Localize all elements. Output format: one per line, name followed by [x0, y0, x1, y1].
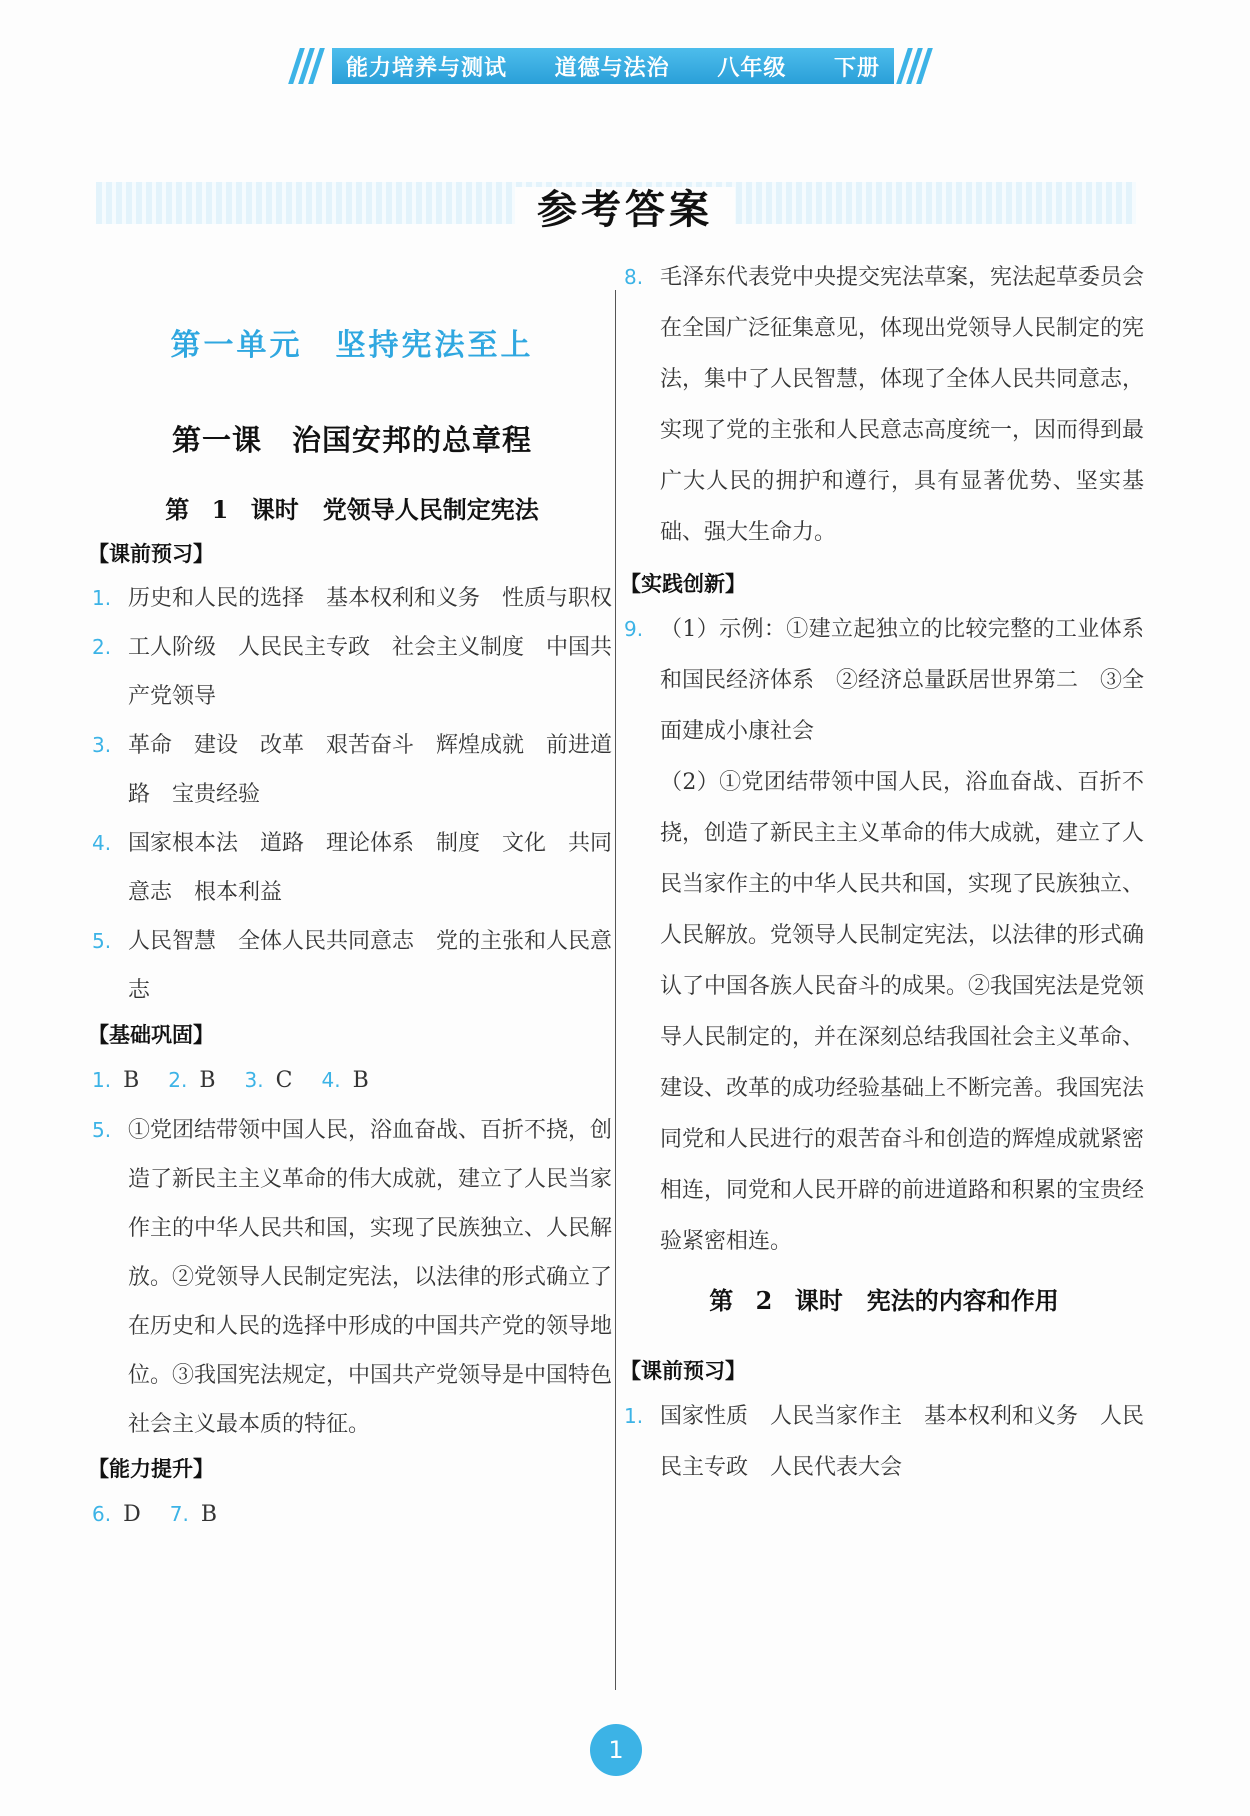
lesson-title: 第一课 治国安邦的总章程 [171, 423, 532, 457]
section-heading-ability: 【能力提升】 [88, 1457, 214, 1481]
list-item: 2. 工人阶级 人民民主专政 社会主义制度 中国共产党领导 [92, 635, 613, 709]
column-divider [615, 290, 616, 1690]
header-volume: 下册 [833, 55, 880, 81]
ability-choice-answers: 6. D 7. B [92, 1502, 217, 1527]
list-item: 8. 毛泽东代表党中央提交宪法草案，宪法起草委员会在全国广泛征集意见，体现出党领导人民制定的宪法，集中了人民智慧，体现了全体人民共同意志，实现了党的主张和人民意志高度统一，因而得到最广大人民的拥护和遵行，具有显著优势、坚实基础、强大生命力。 [624, 265, 1145, 545]
list-item: 1. 国家性质 人民当家作主 基本权利和义务 人民民主专政 人民代表大会 [624, 1404, 1145, 1480]
section-heading-preview: 【课前预习】 [88, 542, 214, 566]
page-title: 参考答案 [0, 178, 1250, 235]
list-item: 3. 革命 建设 改革 艰苦奋斗 辉煌成就 前进道路 宝贵经验 [92, 733, 613, 807]
basic-choice-answers: 1. B 2. B 3. C 4. B [92, 1068, 369, 1093]
header-stripes-left [290, 48, 330, 84]
list-item: 9. （1）示例：①建立起独立的比较完整的工业体系和国民经济体系 ②经济总量跃居世界第二 ③全面建成小康社会 [624, 617, 1145, 744]
header-bar [332, 48, 894, 84]
section-heading-preview-2: 【课前预习】 [620, 1359, 746, 1383]
header-book-name: 能力培养与测试 [346, 55, 508, 81]
period-title-2: 第 2 课时 宪法的内容和作用 [709, 1286, 1059, 1315]
left-column [88, 288, 613, 1540]
section-heading-practice: 【实践创新】 [620, 572, 746, 596]
list-item: 1. 历史和人民的选择 基本权利和义务 性质与职权 [92, 586, 613, 611]
unit-title: 第一单元 坚持宪法至上 [170, 328, 534, 363]
preview-answers-list [92, 574, 612, 1015]
right-column [620, 252, 1145, 1493]
book-header-banner [290, 48, 936, 84]
header-stripes-right [896, 48, 936, 84]
list-item: 5. ①党团结带领中国人民，浴血奋战、百折不挠，创造了新民主主义革命的伟大成就，建立了人民当家作主的中华人民共和国，实现了民族独立、人民解放。②党领导人民制定宪法，以法律的形式确立了在历史和人民的选择中形成的中国共产党的领导地位。③我国宪法规定，中国共产党领导是中国特色社会主义最本质的特征。 [92, 1118, 613, 1437]
list-item: 5. 人民智慧 全体人民共同意志 党的主张和人民意志 [92, 929, 613, 1003]
list-item: 4. 国家根本法 道路 理论体系 制度 文化 共同意志 根本利益 [92, 831, 613, 905]
page-number-badge: 1 [590, 1724, 642, 1776]
list-item: （2）①党团结带领中国人民，浴血奋战、百折不挠，创造了新民主主义革命的伟大成就，建立了人民当家作主的中华人民共和国，实现了民族独立、人民解放。党领导人民制定宪法，以法律的形式确认了中国各族人民奋斗的成果。②我国宪法是党领导人民制定的，并在深刻总结我国社会主义革命、建设、改革的成功经验基础上不断完善。我国宪法同党和人民进行的艰苦奋斗和创造的辉煌成就紧密相连，同党和人民开辟的前进道路和积累的宝贵经验紧密相连。 [660, 770, 1145, 1254]
header-grade: 八年级 [717, 55, 787, 81]
header-subject: 道德与法治 [554, 55, 670, 81]
section-heading-basic: 【基础巩固】 [88, 1023, 214, 1047]
period-title: 第 1 课时 党领导人民制定宪法 [165, 495, 539, 524]
